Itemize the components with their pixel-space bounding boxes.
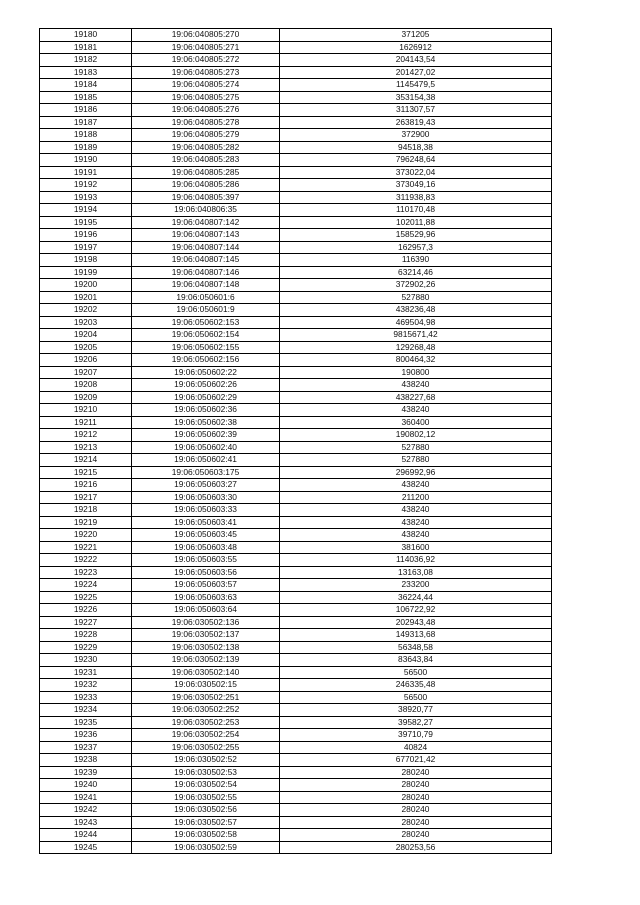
cadastral-number-cell: 19:06:030502:56 (132, 804, 280, 817)
row-number-cell: 19245 (40, 841, 132, 854)
cadastral-number-cell: 19:06:030502:58 (132, 829, 280, 842)
cadastral-number-cell: 19:06:050602:154 (132, 329, 280, 342)
row-number-cell: 19209 (40, 391, 132, 404)
row-number-cell: 19233 (40, 691, 132, 704)
value-cell: 296992,96 (280, 466, 552, 479)
row-number-cell: 19190 (40, 154, 132, 167)
value-cell: 39582,27 (280, 716, 552, 729)
value-cell: 40824 (280, 741, 552, 754)
table-row (40, 566, 552, 579)
cadastral-number-cell: 19:06:030502:57 (132, 816, 280, 829)
value-cell: 677021,42 (280, 754, 552, 767)
cadastral-number-cell: 19:06:040805:286 (132, 179, 280, 192)
row-number-cell: 19180 (40, 29, 132, 42)
value-cell: 796248,64 (280, 154, 552, 167)
row-number-cell: 19197 (40, 241, 132, 254)
table-row (40, 554, 552, 567)
value-cell: 527880 (280, 291, 552, 304)
row-number-cell: 19205 (40, 341, 132, 354)
table-row (40, 841, 552, 854)
cadastral-number-cell: 19:06:050603:45 (132, 529, 280, 542)
value-cell: 114036,92 (280, 554, 552, 567)
row-number-cell: 19222 (40, 554, 132, 567)
row-number-cell: 19223 (40, 566, 132, 579)
table-row (40, 404, 552, 417)
cadastral-number-cell: 19:06:040805:273 (132, 66, 280, 79)
row-number-cell: 19184 (40, 79, 132, 92)
table-row (40, 354, 552, 367)
table-row (40, 691, 552, 704)
row-number-cell: 19187 (40, 116, 132, 129)
value-cell: 116390 (280, 254, 552, 267)
value-cell: 263819,43 (280, 116, 552, 129)
row-number-cell: 19213 (40, 441, 132, 454)
value-cell: 353154,38 (280, 91, 552, 104)
row-number-cell: 19230 (40, 654, 132, 667)
cadastral-number-cell: 19:06:050603:48 (132, 541, 280, 554)
value-cell: 527880 (280, 441, 552, 454)
row-number-cell: 19207 (40, 366, 132, 379)
cadastral-number-cell: 19:06:030502:255 (132, 741, 280, 754)
value-cell: 102011,88 (280, 216, 552, 229)
cadastral-number-cell: 19:06:030502:252 (132, 704, 280, 717)
value-cell: 204143,54 (280, 54, 552, 67)
table-row (40, 579, 552, 592)
value-cell: 83643,84 (280, 654, 552, 667)
value-cell: 38920,77 (280, 704, 552, 717)
value-cell: 190800 (280, 366, 552, 379)
cadastral-number-cell: 19:06:050602:36 (132, 404, 280, 417)
row-number-cell: 19200 (40, 279, 132, 292)
value-cell: 438240 (280, 404, 552, 417)
data-table (39, 28, 552, 854)
cadastral-number-cell: 19:06:040807:148 (132, 279, 280, 292)
cadastral-number-cell: 19:06:050602:40 (132, 441, 280, 454)
value-cell: 39710,79 (280, 729, 552, 742)
cadastral-number-cell: 19:06:030502:136 (132, 616, 280, 629)
row-number-cell: 19189 (40, 141, 132, 154)
row-number-cell: 19212 (40, 429, 132, 442)
table-row (40, 641, 552, 654)
row-number-cell: 19232 (40, 679, 132, 692)
table-row (40, 116, 552, 129)
cadastral-number-cell: 19:06:040805:270 (132, 29, 280, 42)
cadastral-number-cell: 19:06:050602:153 (132, 316, 280, 329)
table-row (40, 191, 552, 204)
table-row (40, 829, 552, 842)
value-cell: 360400 (280, 416, 552, 429)
cadastral-number-cell: 19:06:040807:144 (132, 241, 280, 254)
cadastral-number-cell: 19:06:040806:35 (132, 204, 280, 217)
row-number-cell: 19220 (40, 529, 132, 542)
row-number-cell: 19188 (40, 129, 132, 142)
table-row (40, 216, 552, 229)
row-number-cell: 19219 (40, 516, 132, 529)
table-row (40, 379, 552, 392)
cadastral-number-cell: 19:06:030502:139 (132, 654, 280, 667)
value-cell: 246335,48 (280, 679, 552, 692)
table-row (40, 804, 552, 817)
value-cell: 280253,56 (280, 841, 552, 854)
row-number-cell: 19239 (40, 766, 132, 779)
row-number-cell: 19231 (40, 666, 132, 679)
value-cell: 1145479,5 (280, 79, 552, 92)
row-number-cell: 19228 (40, 629, 132, 642)
table-row (40, 429, 552, 442)
row-number-cell: 19243 (40, 816, 132, 829)
cadastral-number-cell: 19:06:050603:64 (132, 604, 280, 617)
value-cell: 56348,58 (280, 641, 552, 654)
cadastral-number-cell: 19:06:050602:22 (132, 366, 280, 379)
row-number-cell: 19202 (40, 304, 132, 317)
cadastral-number-cell: 19:06:050602:38 (132, 416, 280, 429)
table-row (40, 516, 552, 529)
table-row (40, 204, 552, 217)
cadastral-number-cell: 19:06:050601:6 (132, 291, 280, 304)
row-number-cell: 19244 (40, 829, 132, 842)
table-row (40, 704, 552, 717)
value-cell: 438240 (280, 516, 552, 529)
row-number-cell: 19236 (40, 729, 132, 742)
table-row (40, 629, 552, 642)
value-cell: 211200 (280, 491, 552, 504)
cadastral-number-cell: 19:06:040805:278 (132, 116, 280, 129)
cadastral-number-cell: 19:06:040805:282 (132, 141, 280, 154)
cadastral-number-cell: 19:06:050603:55 (132, 554, 280, 567)
table-row (40, 266, 552, 279)
table-row (40, 166, 552, 179)
table-row (40, 616, 552, 629)
table-row (40, 129, 552, 142)
row-number-cell: 19240 (40, 779, 132, 792)
value-cell: 280240 (280, 804, 552, 817)
value-cell: 438236,48 (280, 304, 552, 317)
table-row (40, 366, 552, 379)
cadastral-number-cell: 19:06:030502:140 (132, 666, 280, 679)
row-number-cell: 19237 (40, 741, 132, 754)
cadastral-number-cell: 19:06:030502:59 (132, 841, 280, 854)
cadastral-number-cell: 19:06:030502:138 (132, 641, 280, 654)
value-cell: 280240 (280, 779, 552, 792)
value-cell: 280240 (280, 791, 552, 804)
table-body (40, 29, 552, 854)
table-row (40, 816, 552, 829)
row-number-cell: 19215 (40, 466, 132, 479)
row-number-cell: 19196 (40, 229, 132, 242)
table-row (40, 29, 552, 42)
row-number-cell: 19226 (40, 604, 132, 617)
table-row (40, 604, 552, 617)
cadastral-number-cell: 19:06:050601:9 (132, 304, 280, 317)
cadastral-number-cell: 19:06:040805:279 (132, 129, 280, 142)
table-row (40, 666, 552, 679)
table-row (40, 766, 552, 779)
value-cell: 373049,16 (280, 179, 552, 192)
row-number-cell: 19193 (40, 191, 132, 204)
cadastral-number-cell: 19:06:040805:271 (132, 41, 280, 54)
cadastral-number-cell: 19:06:050603:63 (132, 591, 280, 604)
row-number-cell: 19199 (40, 266, 132, 279)
table-row (40, 179, 552, 192)
table-row (40, 341, 552, 354)
row-number-cell: 19227 (40, 616, 132, 629)
row-number-cell: 19225 (40, 591, 132, 604)
table-row (40, 391, 552, 404)
cadastral-number-cell: 19:06:030502:53 (132, 766, 280, 779)
cadastral-number-cell: 19:06:050602:26 (132, 379, 280, 392)
cadastral-number-cell: 19:06:030502:55 (132, 791, 280, 804)
cadastral-number-cell: 19:06:050602:39 (132, 429, 280, 442)
cadastral-number-cell: 19:06:030502:253 (132, 716, 280, 729)
value-cell: 372900 (280, 129, 552, 142)
row-number-cell: 19194 (40, 204, 132, 217)
cadastral-number-cell: 19:06:050603:56 (132, 566, 280, 579)
row-number-cell: 19198 (40, 254, 132, 267)
row-number-cell: 19242 (40, 804, 132, 817)
cadastral-number-cell: 19:06:050603:30 (132, 491, 280, 504)
row-number-cell: 19183 (40, 66, 132, 79)
value-cell: 94518,38 (280, 141, 552, 154)
table-row (40, 779, 552, 792)
row-number-cell: 19217 (40, 491, 132, 504)
value-cell: 233200 (280, 579, 552, 592)
table-row (40, 454, 552, 467)
value-cell: 438227,68 (280, 391, 552, 404)
row-number-cell: 19229 (40, 641, 132, 654)
cadastral-number-cell: 19:06:040805:285 (132, 166, 280, 179)
cadastral-number-cell: 19:06:050602:41 (132, 454, 280, 467)
row-number-cell: 19204 (40, 329, 132, 342)
row-number-cell: 19221 (40, 541, 132, 554)
table-row (40, 141, 552, 154)
table-row (40, 741, 552, 754)
value-cell: 311938,83 (280, 191, 552, 204)
row-number-cell: 19235 (40, 716, 132, 729)
cadastral-number-cell: 19:06:050602:29 (132, 391, 280, 404)
value-cell: 438240 (280, 479, 552, 492)
table-row (40, 229, 552, 242)
value-cell: 56500 (280, 691, 552, 704)
value-cell: 372902,26 (280, 279, 552, 292)
row-number-cell: 19191 (40, 166, 132, 179)
value-cell: 311307,57 (280, 104, 552, 117)
cadastral-number-cell: 19:06:040805:276 (132, 104, 280, 117)
row-number-cell: 19241 (40, 791, 132, 804)
table-row (40, 729, 552, 742)
row-number-cell: 19186 (40, 104, 132, 117)
table-row (40, 479, 552, 492)
table-row (40, 679, 552, 692)
cadastral-number-cell: 19:06:030502:137 (132, 629, 280, 642)
table-row (40, 541, 552, 554)
cadastral-number-cell: 19:06:030502:251 (132, 691, 280, 704)
value-cell: 202943,48 (280, 616, 552, 629)
table-row (40, 466, 552, 479)
table-row (40, 441, 552, 454)
value-cell: 13163,08 (280, 566, 552, 579)
cadastral-number-cell: 19:06:050603:57 (132, 579, 280, 592)
cadastral-number-cell: 19:06:050603:175 (132, 466, 280, 479)
cadastral-number-cell: 19:06:050603:27 (132, 479, 280, 492)
table-row (40, 304, 552, 317)
value-cell: 280240 (280, 816, 552, 829)
cadastral-number-cell: 19:06:040805:272 (132, 54, 280, 67)
row-number-cell: 19185 (40, 91, 132, 104)
table-row (40, 529, 552, 542)
table-row (40, 716, 552, 729)
value-cell: 63214,46 (280, 266, 552, 279)
value-cell: 800464,32 (280, 354, 552, 367)
value-cell: 110170,48 (280, 204, 552, 217)
value-cell: 129268,48 (280, 341, 552, 354)
cadastral-number-cell: 19:06:040805:274 (132, 79, 280, 92)
value-cell: 371205 (280, 29, 552, 42)
table-row (40, 241, 552, 254)
cadastral-number-cell: 19:06:040805:275 (132, 91, 280, 104)
value-cell: 280240 (280, 829, 552, 842)
value-cell: 36224,44 (280, 591, 552, 604)
cadastral-number-cell: 19:06:030502:54 (132, 779, 280, 792)
value-cell: 381600 (280, 541, 552, 554)
table-row (40, 329, 552, 342)
value-cell: 527880 (280, 454, 552, 467)
value-cell: 106722,92 (280, 604, 552, 617)
table-row (40, 279, 552, 292)
cadastral-number-cell: 19:06:040807:146 (132, 266, 280, 279)
cadastral-number-cell: 19:06:050603:33 (132, 504, 280, 517)
row-number-cell: 19211 (40, 416, 132, 429)
value-cell: 469504,98 (280, 316, 552, 329)
table-row (40, 416, 552, 429)
value-cell: 149313,68 (280, 629, 552, 642)
table-row (40, 91, 552, 104)
cadastral-number-cell: 19:06:040807:143 (132, 229, 280, 242)
row-number-cell: 19214 (40, 454, 132, 467)
row-number-cell: 19238 (40, 754, 132, 767)
row-number-cell: 19181 (40, 41, 132, 54)
row-number-cell: 19224 (40, 579, 132, 592)
table-row (40, 654, 552, 667)
row-number-cell: 19201 (40, 291, 132, 304)
value-cell: 373022,04 (280, 166, 552, 179)
row-number-cell: 19203 (40, 316, 132, 329)
value-cell: 201427,02 (280, 66, 552, 79)
value-cell: 438240 (280, 529, 552, 542)
cadastral-number-cell: 19:06:040805:283 (132, 154, 280, 167)
cadastral-number-cell: 19:06:030502:15 (132, 679, 280, 692)
cadastral-number-cell: 19:06:050602:156 (132, 354, 280, 367)
row-number-cell: 19192 (40, 179, 132, 192)
table-row (40, 754, 552, 767)
value-cell: 438240 (280, 379, 552, 392)
row-number-cell: 19195 (40, 216, 132, 229)
cadastral-number-cell: 19:06:040807:145 (132, 254, 280, 267)
row-number-cell: 19210 (40, 404, 132, 417)
table-row (40, 41, 552, 54)
table-row (40, 504, 552, 517)
table-row (40, 154, 552, 167)
table-row (40, 104, 552, 117)
table-row (40, 291, 552, 304)
row-number-cell: 19216 (40, 479, 132, 492)
row-number-cell: 19234 (40, 704, 132, 717)
value-cell: 9815671,42 (280, 329, 552, 342)
cadastral-number-cell: 19:06:050602:155 (132, 341, 280, 354)
table-row (40, 316, 552, 329)
cadastral-number-cell: 19:06:040807:142 (132, 216, 280, 229)
table-row (40, 66, 552, 79)
row-number-cell: 19182 (40, 54, 132, 67)
cadastral-number-cell: 19:06:050603:41 (132, 516, 280, 529)
cadastral-number-cell: 19:06:030502:254 (132, 729, 280, 742)
table-row (40, 491, 552, 504)
value-cell: 162957,3 (280, 241, 552, 254)
value-cell: 190802,12 (280, 429, 552, 442)
row-number-cell: 19206 (40, 354, 132, 367)
value-cell: 1626912 (280, 41, 552, 54)
cadastral-number-cell: 19:06:030502:52 (132, 754, 280, 767)
table-row (40, 254, 552, 267)
row-number-cell: 19218 (40, 504, 132, 517)
value-cell: 280240 (280, 766, 552, 779)
value-cell: 158529,96 (280, 229, 552, 242)
value-cell: 56500 (280, 666, 552, 679)
table-row (40, 79, 552, 92)
row-number-cell: 19208 (40, 379, 132, 392)
cadastral-number-cell: 19:06:040805:397 (132, 191, 280, 204)
table-row (40, 54, 552, 67)
table-row (40, 791, 552, 804)
table-row (40, 591, 552, 604)
value-cell: 438240 (280, 504, 552, 517)
